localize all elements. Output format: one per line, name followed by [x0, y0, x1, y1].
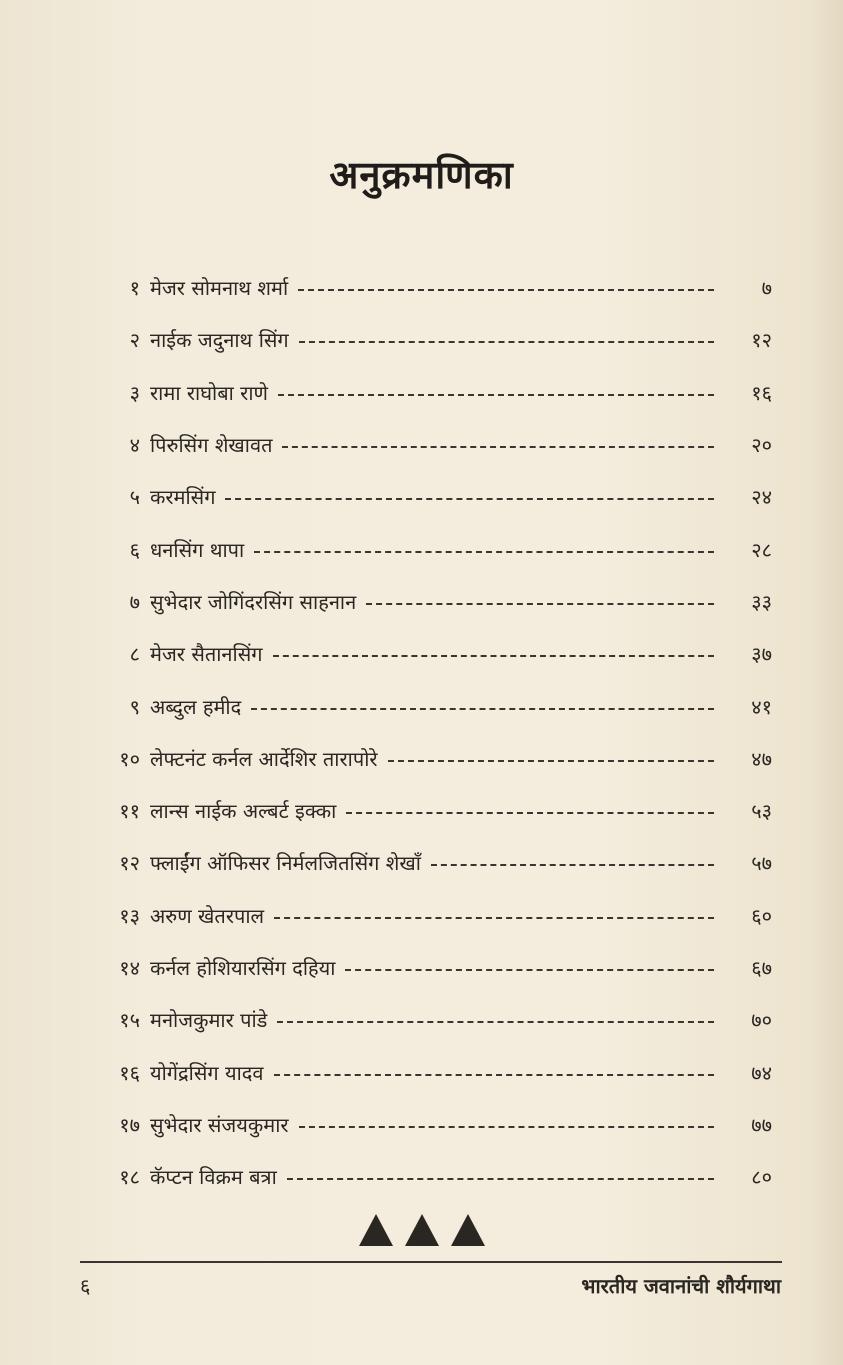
dash-leader	[274, 1074, 715, 1076]
dash-leader	[298, 289, 714, 291]
toc-entry	[100, 628, 772, 680]
entry-name: धनसिंग थापा	[150, 537, 245, 562]
entry-page: १६	[751, 380, 772, 405]
entry-number: १५	[119, 1008, 140, 1033]
dash-leader	[251, 708, 714, 710]
entry-number: ११	[119, 799, 140, 824]
toc-entry	[100, 733, 772, 785]
dash-leader	[366, 603, 714, 605]
table-of-contents	[100, 262, 772, 1203]
toc-entry	[100, 1099, 772, 1151]
dash-leader	[345, 969, 714, 971]
footer-book-title: भारतीय जवानांची शौर्यगाथा	[581, 1274, 781, 1298]
dash-leader	[282, 446, 714, 448]
triangle-icon	[451, 1214, 485, 1246]
entry-number: ७	[129, 589, 140, 614]
toc-entry	[100, 942, 772, 994]
entry-page: ५७	[751, 851, 772, 876]
entry-name: कॅप्टन विक्रम बत्रा	[150, 1165, 277, 1190]
dash-leader	[278, 394, 714, 396]
toc-entry	[100, 1046, 772, 1098]
entry-page: ५३	[751, 799, 772, 824]
entry-page: ७	[761, 276, 772, 301]
toc-entry	[100, 523, 772, 575]
entry-number: १२	[119, 851, 140, 876]
entry-page: ७४	[751, 1060, 772, 1085]
entry-page: ७०	[751, 1008, 772, 1033]
entry-name: लान्स नाईक अल्बर्ट इक्का	[150, 799, 337, 824]
ornament-triangles	[0, 1214, 843, 1246]
entry-number: १	[129, 276, 140, 301]
entry-page: ७७	[751, 1112, 772, 1137]
entry-number: ६	[129, 537, 140, 562]
dash-leader	[346, 812, 714, 814]
dash-leader	[287, 1178, 714, 1180]
toc-entry	[100, 419, 772, 471]
toc-entry	[100, 785, 772, 837]
entry-name: योगेंद्रसिंग यादव	[150, 1060, 264, 1085]
entry-name: करमसिंग	[150, 485, 216, 510]
triangle-icon	[359, 1214, 393, 1246]
entry-page: ६७	[751, 956, 772, 980]
footer-page-number: ६	[80, 1274, 91, 1298]
footer-rule	[80, 1261, 782, 1263]
toc-entry	[100, 890, 772, 942]
dash-leader	[254, 551, 714, 553]
entry-name: लेफ्टनंट कर्नल आर्देशिर तारापोरे	[150, 746, 378, 771]
entry-name: सुभेदार संजयकुमार	[150, 1112, 289, 1137]
toc-entry	[100, 367, 772, 419]
entry-page: ४१	[751, 694, 772, 719]
entry-name: फ्लाईंग ऑफिसर निर्मलजितसिंग शेखाँ	[150, 851, 421, 876]
dash-leader	[274, 917, 714, 919]
entry-page: २८	[751, 537, 772, 562]
entry-number: २	[129, 328, 140, 353]
entry-page: ३७	[751, 642, 772, 667]
entry-name: मेजर सैतानसिंग	[150, 642, 263, 667]
toc-entry	[100, 314, 772, 366]
toc-entry	[100, 576, 772, 628]
toc-entry	[100, 680, 772, 732]
entry-page: ६०	[751, 903, 772, 928]
dash-leader	[299, 1126, 714, 1128]
entry-name: मनोजकुमार पांडे	[150, 1008, 268, 1033]
entry-name: मेजर सोमनाथ शर्मा	[150, 276, 289, 301]
entry-name: कर्नल होशियारसिंग दहिया	[150, 956, 336, 980]
toc-entry	[100, 994, 772, 1046]
entry-page: १२	[751, 328, 772, 353]
entry-number: १६	[119, 1060, 140, 1085]
dash-leader	[277, 1021, 714, 1023]
toc-entry	[100, 262, 772, 314]
toc-entry	[100, 837, 772, 889]
toc-entry	[100, 1151, 772, 1203]
entry-number: १४	[119, 956, 140, 980]
entry-number: ९	[129, 694, 140, 719]
entry-page: २४	[751, 485, 772, 510]
entry-number: १०	[119, 746, 140, 771]
page-title: अनुक्रमणिका	[329, 153, 514, 197]
dash-leader	[299, 341, 714, 343]
entry-page: २०	[751, 433, 772, 458]
entry-page: ८०	[751, 1165, 772, 1190]
entry-page: ४७	[751, 746, 772, 771]
entry-name: रामा राघोबा राणे	[150, 380, 268, 405]
dash-leader	[431, 864, 714, 866]
entry-number: १३	[119, 903, 140, 928]
entry-name: नाईक जदुनाथ सिंग	[150, 328, 289, 353]
triangle-icon	[405, 1214, 439, 1246]
entry-name: अरुण खेतरपाल	[150, 903, 265, 928]
entry-number: ८	[129, 642, 140, 667]
entry-name: पिरुसिंग शेखावत	[150, 433, 273, 458]
entry-number: १७	[119, 1112, 140, 1137]
entry-number: ५	[129, 485, 140, 510]
toc-entry	[100, 471, 772, 523]
entry-page: ३३	[751, 589, 772, 614]
entry-name: अब्दुल हमीद	[150, 694, 242, 719]
entry-number: ३	[129, 380, 140, 405]
entry-name: सुभेदार जोगिंदरसिंग साहनान	[150, 589, 357, 614]
entry-number: १८	[119, 1165, 140, 1190]
dash-leader	[273, 655, 715, 657]
entry-number: ४	[129, 433, 140, 458]
dash-leader	[388, 760, 714, 762]
dash-leader	[225, 498, 714, 500]
